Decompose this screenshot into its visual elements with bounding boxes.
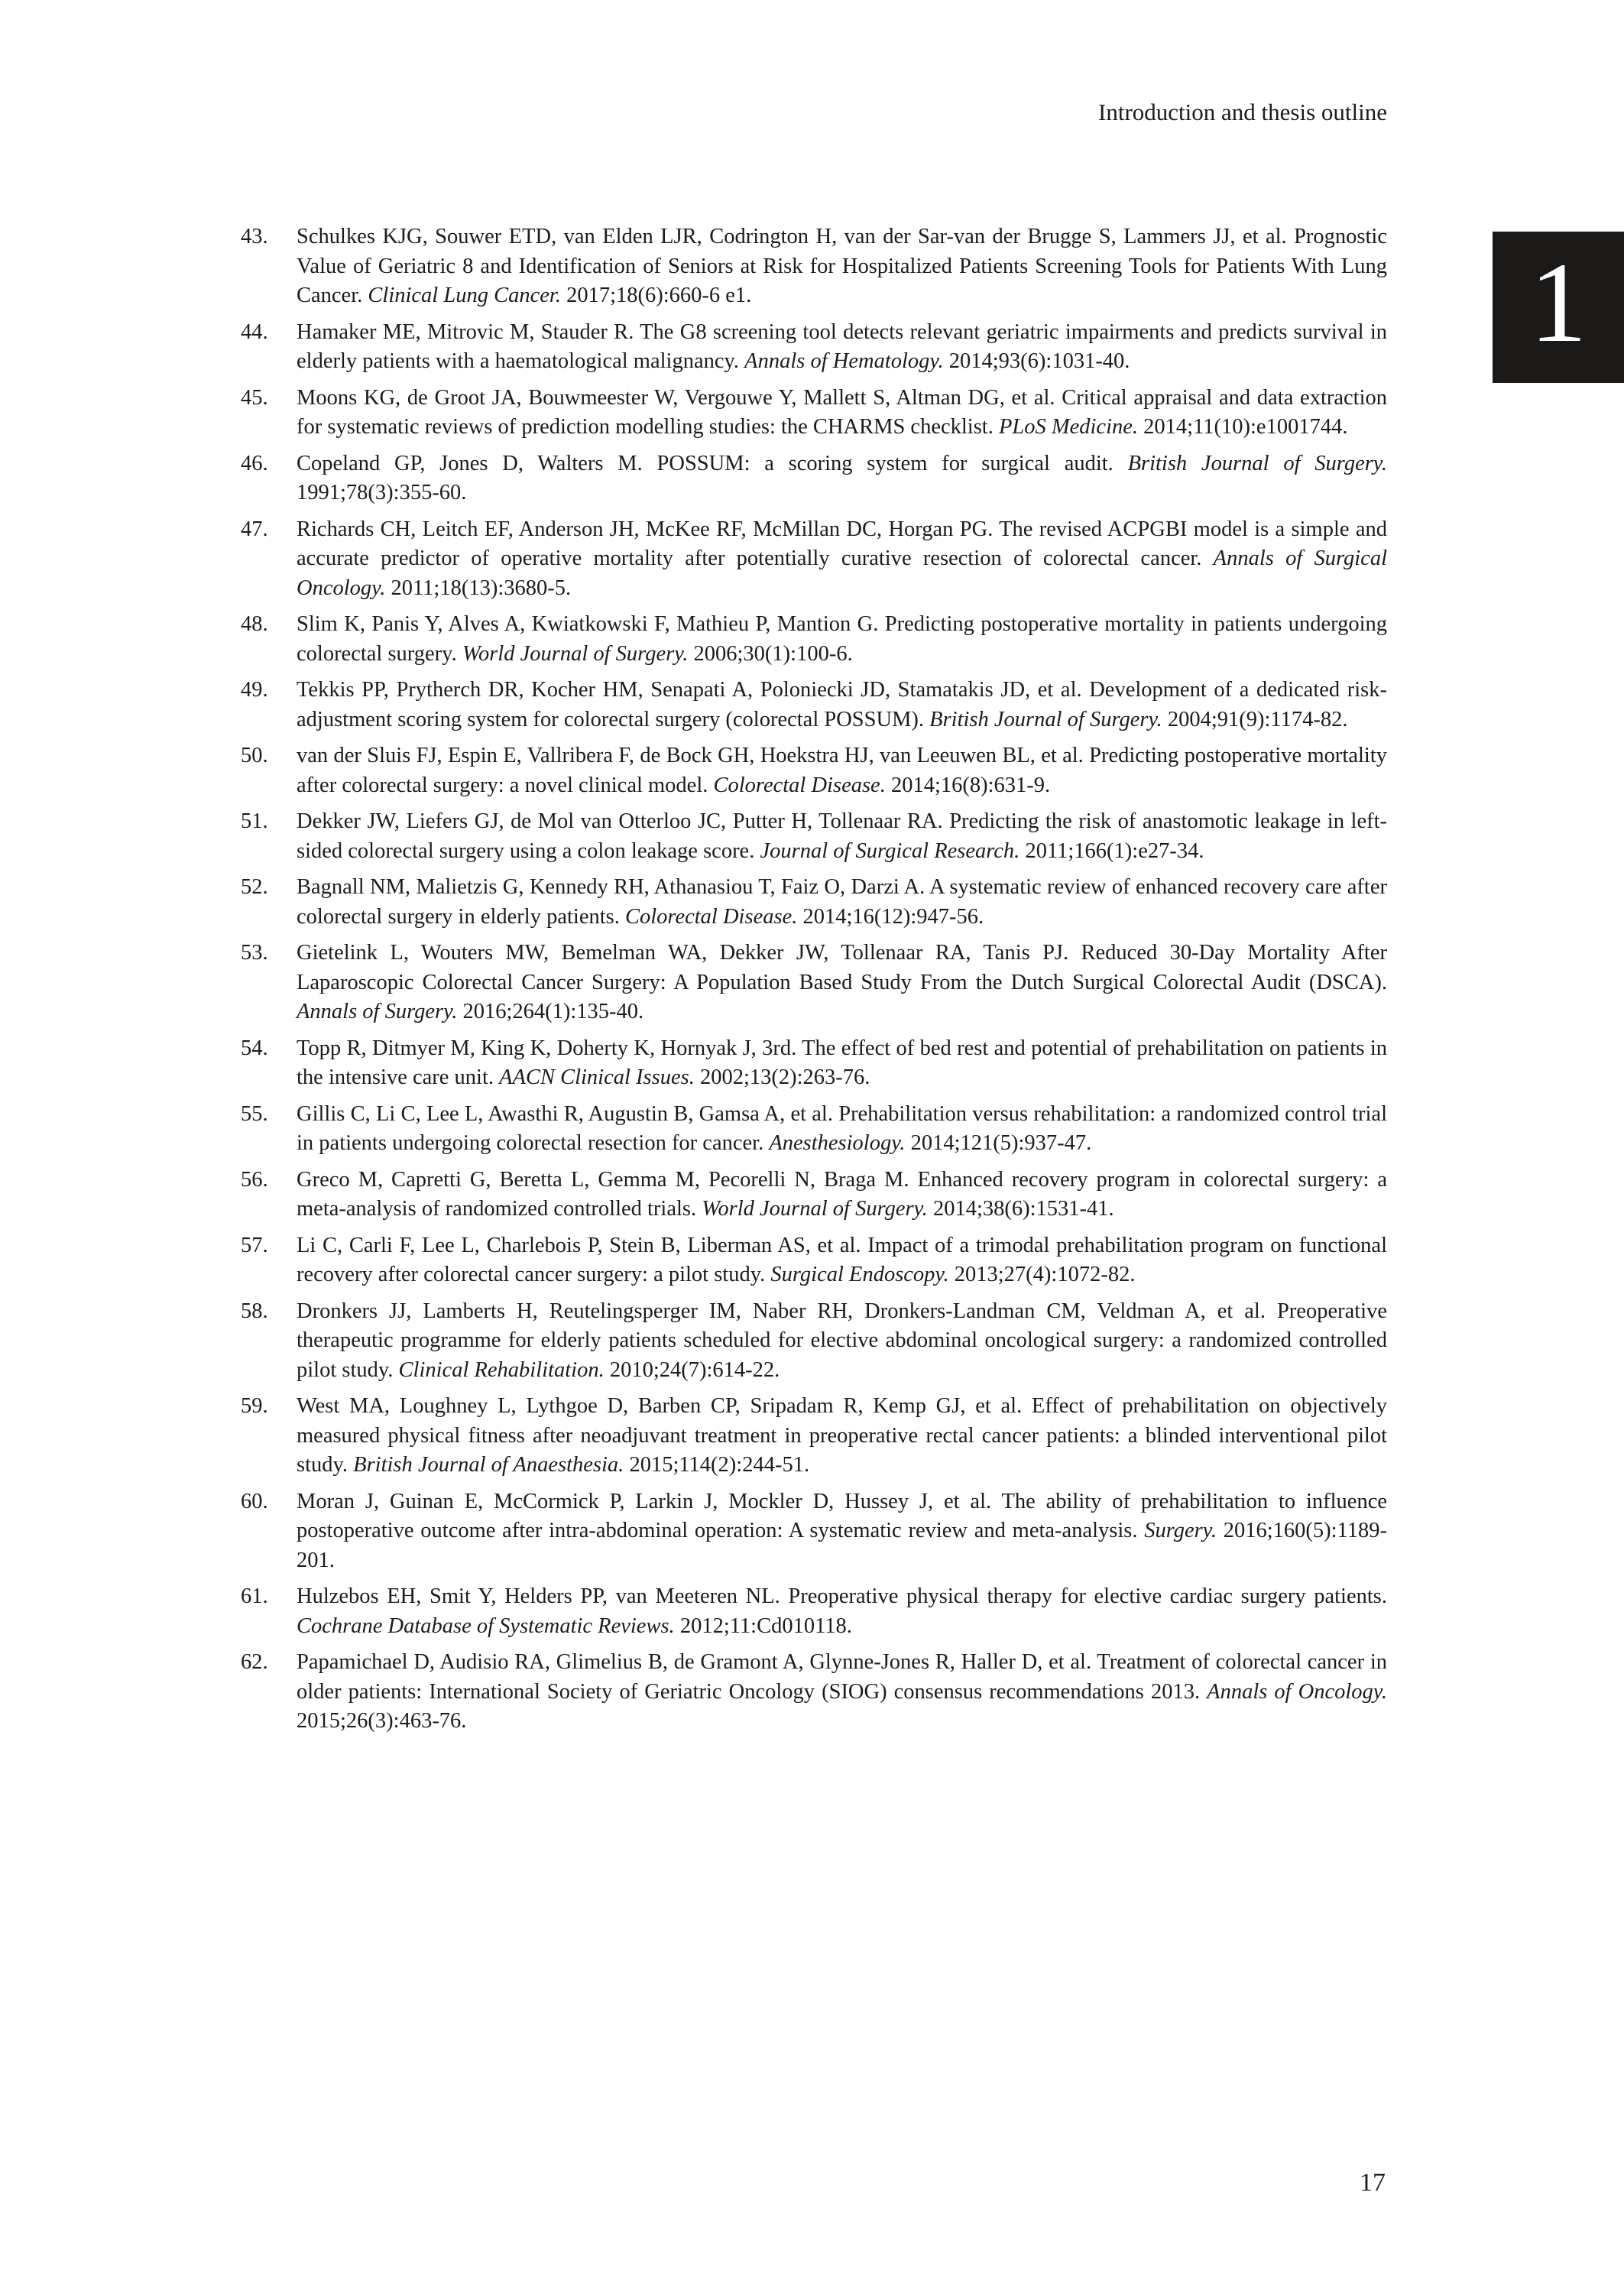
reference-number: 59. (241, 1394, 268, 1418)
reference-number: 55. (241, 1101, 268, 1126)
reference-text: Greco M, Capretti G, Beretta L, Gemma M, Pecorelli N, Braga M. Enhanced recovery program in colorectal surgery: a meta-analysis of randomized controlled trials. World Journal of Surgery. 2014;38(6):1531-41. (297, 1167, 1387, 1221)
reference-item (241, 515, 1387, 604)
reference-item (241, 1034, 1387, 1093)
reference-text: Copeland GP, Jones D, Walters M. POSSUM: a scoring system for surgical audit. British Journal of Surgery. 1991;78(3):355-60. (297, 451, 1388, 504)
running-header: Introduction and thesis outline (1098, 99, 1387, 125)
chapter-number: 1 (1529, 239, 1587, 366)
reference-number: 47. (241, 517, 268, 541)
reference-item (241, 610, 1387, 669)
reference-text: Hulzebos EH, Smit Y, Helders PP, van Meeteren NL. Preoperative physical therapy for elective cardiac surgery patients. Cochrane Database of Systematic Reviews. 2012;11:Cd010118. (297, 1584, 1387, 1638)
reference-text: van der Sluis FJ, Espin E, Vallribera F, de Bock GH, Hoekstra HJ, van Leeuwen BL, et al. Predicting postoperative mortality after colorectal surgery: a novel clinical model. Colorectal Disease. 2014;16(8):631-9. (297, 744, 1387, 797)
reference-number: 49. (241, 678, 268, 702)
reference-number: 52. (241, 875, 268, 899)
reference-item (241, 449, 1387, 508)
reference-item (241, 807, 1387, 866)
reference-item (241, 1231, 1387, 1290)
reference-text: Hamaker ME, Mitrovic M, Stauder R. The G8 screening tool detects relevant geriatric impairments and predicts survival in elderly patients with a haematological malignancy. Annals of Hematology. 2014;93(6):1031-40. (297, 319, 1387, 373)
reference-number: 56. (241, 1167, 268, 1192)
reference-item (241, 741, 1387, 800)
reference-item (241, 222, 1387, 311)
reference-number: 51. (241, 809, 268, 833)
reference-text: Gietelink L, Wouters MW, Bemelman WA, Dekker JW, Tollenaar RA, Tanis PJ. Reduced 30-Day Mortality After Laparoscopic Colorectal Cancer Surgery: A Population Based Study From the Dutch Surgical Colorectal Audit (DSCA). Annals of Surgery. 2016;264(1):135-40. (297, 941, 1387, 1023)
reference-number: 43. (241, 225, 268, 248)
reference-text: Topp R, Ditmyer M, King K, Doherty K, Hornyak J, 3rd. The effect of bed rest and potential of prehabilitation on patients in the intensive care unit. AACN Clinical Issues. 2002;13(2):263-76. (297, 1036, 1387, 1089)
reference-number: 58. (241, 1299, 268, 1323)
reference-item (241, 318, 1387, 377)
reference-list (241, 222, 1387, 1743)
reference-text: Richards CH, Leitch EF, Anderson JH, McKee RF, McMillan DC, Horgan PG. The revised ACPGBI model is a simple and accurate predictor of operative mortality after potentially curative resection of colorectal cancer. Annals of Surgical Oncology. 2011;18(13):3680-5. (297, 517, 1387, 600)
reference-text: Schulkes KJG, Souwer ETD, van Elden LJR, Codrington H, van der Sar-van der Brugge S, Lammers JJ, et al. Prognostic Value of Geriatric 8 and Identification of Seniors at Risk for Hospitalized Patients Screening Tools for Patients With Lung Cancer. Clinical Lung Cancer. 2017;18(6):660-6 e1. (297, 225, 1387, 307)
reference-number: 50. (241, 744, 268, 767)
reference-number: 46. (241, 451, 268, 475)
reference-text: Gillis C, Li C, Lee L, Awasthi R, Augustin B, Gamsa A, et al. Prehabilitation versus rehabilitation: a randomized control trial in patients undergoing colorectal resection for cancer. Anesthesiology. 2014;121(5):937-47. (297, 1101, 1387, 1155)
reference-number: 44. (241, 319, 268, 344)
reference-text: Moons KG, de Groot JA, Bouwmeester W, Vergouwe Y, Mallett S, Altman DG, et al. Critical appraisal and data extraction for systematic reviews of prediction modelling studies: the CHARMS checklist. PLoS Medicine. 2014;11(10):e1001744. (297, 385, 1387, 439)
reference-number: 48. (241, 612, 268, 636)
reference-text: Slim K, Panis Y, Alves A, Kwiatkowski F, Mathieu P, Mantion G. Predicting postoperative mortality in patients undergoing colorectal surgery. World Journal of Surgery. 2006;30(1):100-6. (297, 612, 1387, 666)
reference-item (241, 1487, 1387, 1576)
reference-item (241, 1166, 1387, 1224)
reference-item (241, 873, 1387, 932)
reference-item (241, 384, 1387, 443)
reference-number: 53. (241, 941, 268, 965)
reference-number: 45. (241, 385, 268, 410)
reference-text: Tekkis PP, Prytherch DR, Kocher HM, Senapati A, Poloniecki JD, Stamatakis JD, et al. Development of a dedicated risk-adjustment scoring system for colorectal surgery (colorectal POSSUM). British Journal of Surgery. 2004;91(9):1174-82. (297, 678, 1387, 731)
reference-number: 60. (241, 1489, 268, 1513)
reference-item (241, 676, 1387, 735)
reference-text: Bagnall NM, Malietzis G, Kennedy RH, Athanasiou T, Faiz O, Darzi A. A systematic review of enhanced recovery care after colorectal surgery in elderly patients. Colorectal Disease. 2014;16(12):947-56. (297, 875, 1387, 929)
reference-item (241, 1392, 1387, 1481)
chapter-tab (1493, 232, 1624, 383)
reference-text: Dronkers JJ, Lamberts H, Reutelingsperger IM, Naber RH, Dronkers-Landman CM, Veldman A, et al. Preoperative therapeutic programme for elderly patients scheduled for elective abdominal oncological surgery: a randomized controlled pilot study. Clinical Rehabilitation. 2010;24(7):614-22. (297, 1299, 1387, 1382)
reference-item (241, 1648, 1387, 1737)
page-number: 17 (1360, 2168, 1386, 2197)
reference-item (241, 1297, 1387, 1386)
reference-item (241, 1582, 1387, 1641)
reference-text: Dekker JW, Liefers GJ, de Mol van Otterloo JC, Putter H, Tollenaar RA. Predicting the risk of anastomotic leakage in left-sided colorectal surgery using a colon leakage score. Journal of Surgical Research. 2011;166(1):e27-34. (297, 809, 1387, 863)
reference-item (241, 939, 1387, 1027)
reference-text: Moran J, Guinan E, McCormick P, Larkin J, Mockler D, Hussey J, et al. The ability of prehabilitation to influence postoperative outcome after intra-abdominal operation: A systematic review and meta-analysis. Surgery. 2016;160(5):1189-201. (297, 1489, 1387, 1572)
reference-text: Papamichael D, Audisio RA, Glimelius B, de Gramont A, Glynne-Jones R, Haller D, et al. Treatment of colorectal cancer in older patients: International Society of Geriatric Oncology (SIOG) consensus recommendations 2013. Annals of Oncology. 2015;26(3):463-76. (297, 1650, 1387, 1733)
reference-text: West MA, Loughney L, Lythgoe D, Barben CP, Sripadam R, Kemp GJ, et al. Effect of prehabilitation on objectively measured physical fitness after neoadjuvant treatment in preoperative rectal cancer patients: a blinded interventional pilot study. British Journal of Anaesthesia. 2015;114(2):244-51. (297, 1394, 1387, 1477)
reference-number: 57. (241, 1233, 268, 1257)
reference-item (241, 1100, 1387, 1159)
reference-number: 62. (241, 1650, 268, 1674)
reference-text: Li C, Carli F, Lee L, Charlebois P, Stein B, Liberman AS, et al. Impact of a trimodal prehabilitation program on functional recovery after colorectal cancer surgery: a pilot study. Surgical Endoscopy. 2013;27(4):1072-82. (297, 1233, 1387, 1286)
reference-number: 54. (241, 1036, 268, 1060)
reference-number: 61. (241, 1584, 268, 1608)
